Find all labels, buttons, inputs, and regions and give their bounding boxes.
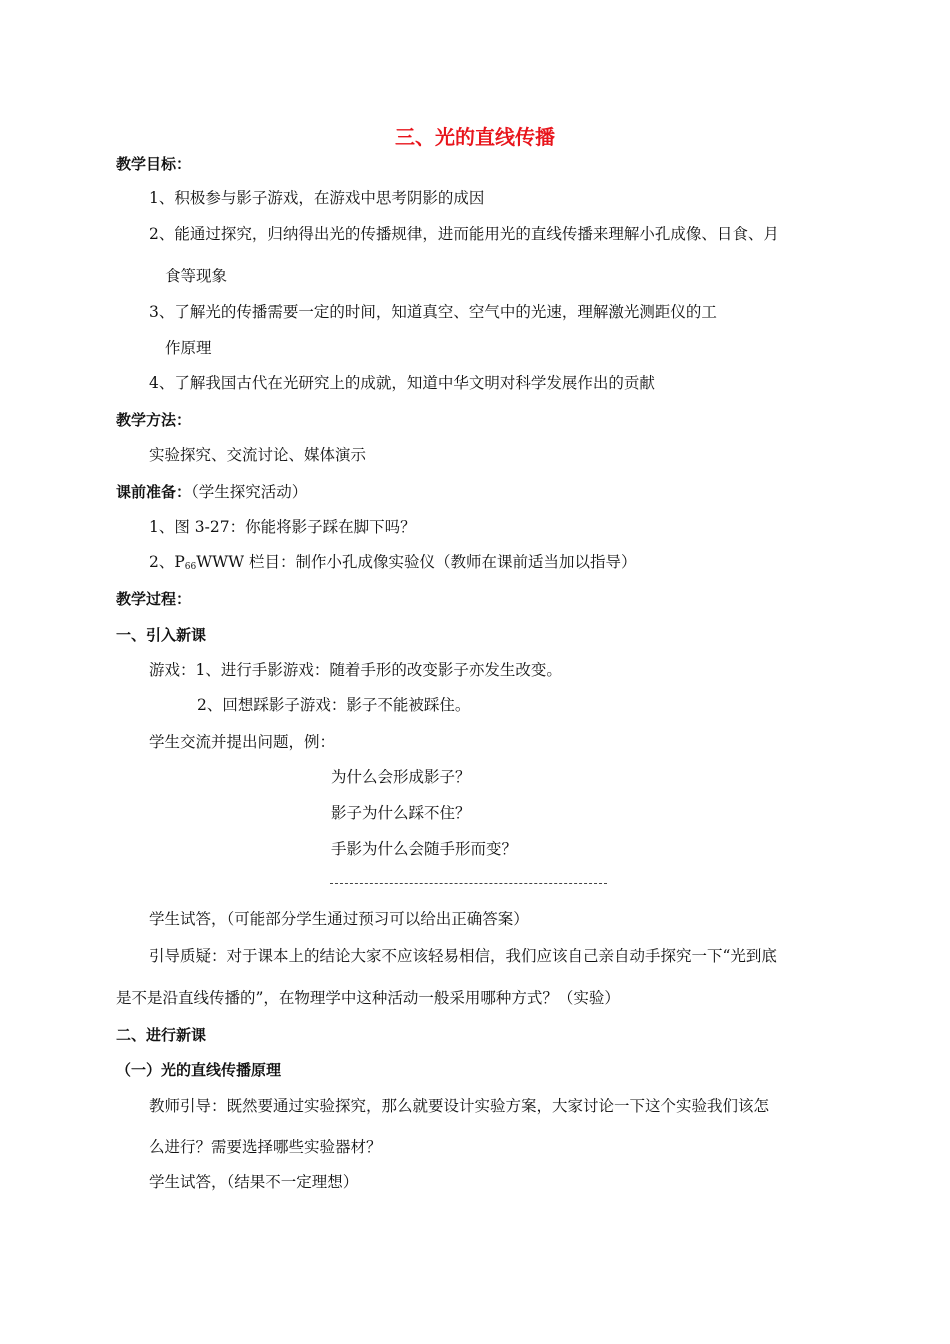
question-3: 手影为什么会随手形而变？ xyxy=(331,840,518,858)
process-heading: 教学过程： xyxy=(116,590,192,608)
prep-item-2-subscript: 66 xyxy=(184,562,197,572)
goal-item-1: 1、积极参与影子游戏，在游戏中思考阴影的成因 xyxy=(149,189,485,207)
goal-item-2-cont: 食等现象 xyxy=(165,267,228,285)
document-title: 三、光的直线传播 xyxy=(395,125,555,149)
game-1: 游戏：1、进行手影游戏：随着手形的改变影子亦发生改变。 xyxy=(149,661,562,679)
prep-item-1: 1、图 3-27：你能将影子踩在脚下吗？ xyxy=(149,518,416,536)
question-2: 影子为什么踩不住？ xyxy=(331,804,471,822)
blank-line xyxy=(330,883,607,884)
part2-heading: 二、进行新课 xyxy=(116,1026,207,1044)
prep-heading-row xyxy=(116,482,307,502)
prep-note: （学生探究活动） xyxy=(191,483,308,501)
methods-heading: 教学方法： xyxy=(116,411,192,429)
guide-line-2: 是不是沿直线传播的”，在物理学中这种活动一般采用哪种方式？（实验） xyxy=(116,989,620,1007)
student-answer-2: 学生试答，（结果不一定理想） xyxy=(149,1173,359,1191)
goal-item-4: 4、了解我国古代在光研究上的成就，知道中华文明对科学发展作出的贡献 xyxy=(149,374,655,392)
goal-item-2: 2、能通过探究，归纳得出光的传播规律，进而能用光的直线传播来理解小孔成像、日食、月 xyxy=(149,225,779,243)
prep-item-2-prefix: 2、P xyxy=(149,553,185,571)
student-answer: 学生试答，（可能部分学生通过预习可以给出正确答案） xyxy=(149,910,529,928)
goals-heading: 教学目标： xyxy=(116,155,192,173)
prep-item-2 xyxy=(149,552,636,577)
student-ask: 学生交流并提出问题，例： xyxy=(149,733,336,751)
question-1: 为什么会形成影子？ xyxy=(331,768,471,786)
methods-text: 实验探究、交流讨论、媒体演示 xyxy=(149,446,367,464)
part2-subheading: （一）光的直线传播原理 xyxy=(116,1061,282,1079)
prep-heading: 课前准备： xyxy=(116,483,192,501)
game-2: 2、回想踩影子游戏：影子不能被踩住。 xyxy=(197,696,471,714)
goal-item-3: 3、了解光的传播需要一定的时间，知道真空、空气中的光速，理解激光测距仪的工 xyxy=(149,303,717,321)
prep-item-2-rest: WWW 栏目：制作小孔成像实验仪（教师在课前适当加以指导） xyxy=(196,553,637,571)
part1-heading: 一、引入新课 xyxy=(116,626,207,644)
goal-item-3-cont: 作原理 xyxy=(165,339,212,357)
teacher-guide-2: 么进行？需要选择哪些实验器材？ xyxy=(149,1138,382,1156)
guide-line-1: 引导质疑：对于课本上的结论大家不应该轻易相信，我们应该自己亲自动手探究一下“光到底 xyxy=(149,947,777,965)
teacher-guide-1: 教师引导：既然要通过实验探究，那么就要设计实验方案，大家讨论一下这个实验我们该怎 xyxy=(149,1097,770,1115)
